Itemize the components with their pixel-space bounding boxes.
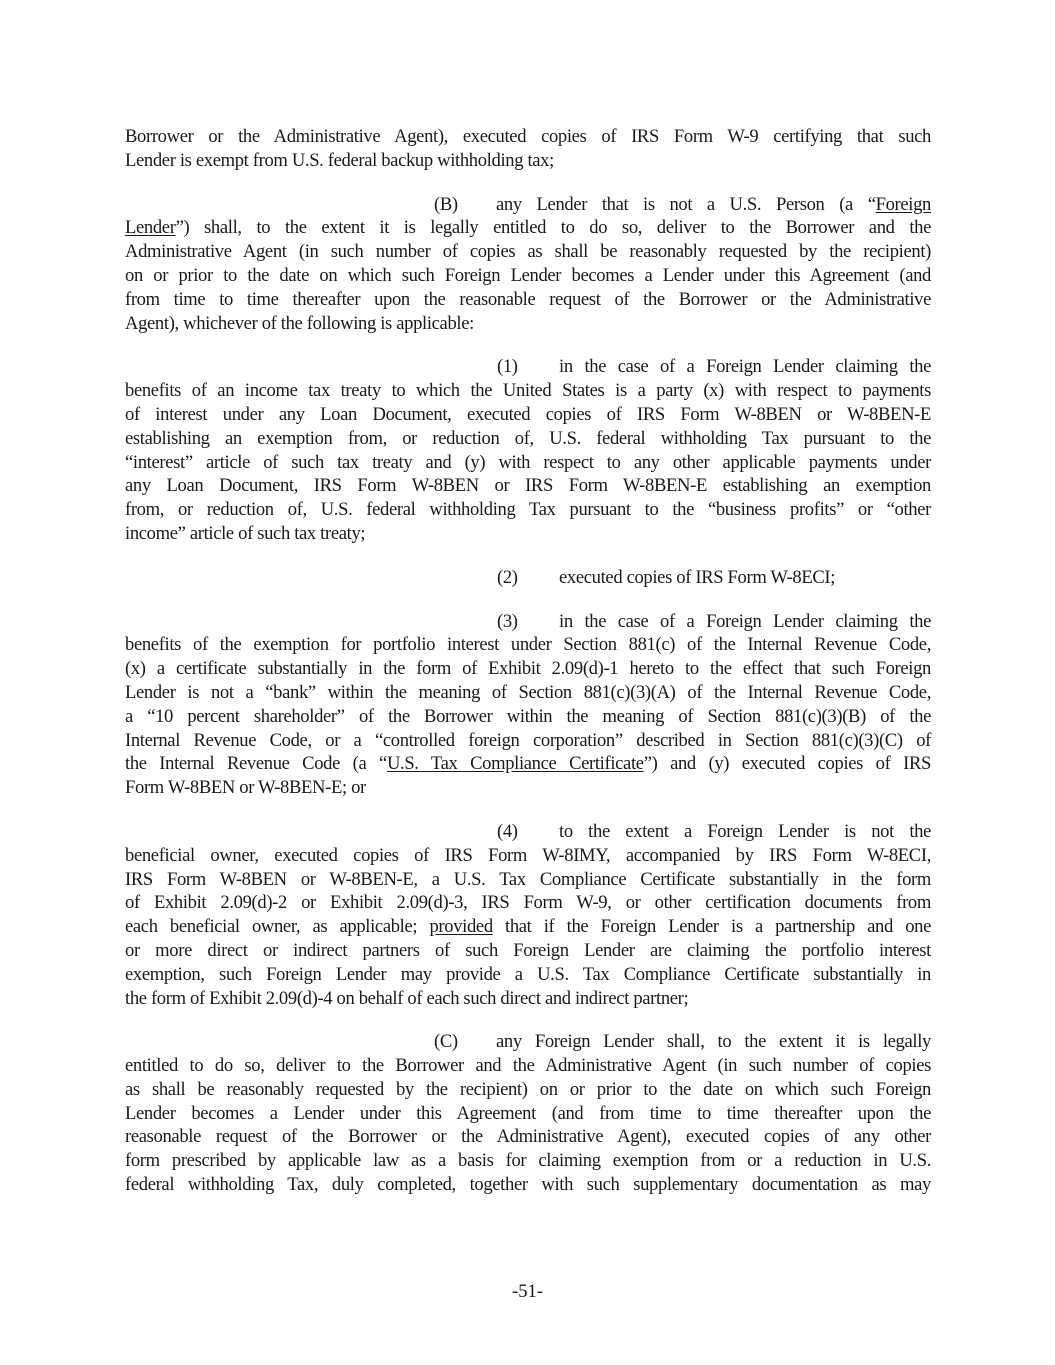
defined-term: Lender	[125, 217, 176, 239]
defined-term: U.S. Tax Compliance Certificate	[386, 753, 644, 775]
text-line: each beneficial owner, as applicable; provided that if the Foreign Lender is a partnership and one	[125, 916, 931, 938]
text-line: from time to time thereafter upon the reasonable request of the Borrower or the Administrative	[125, 288, 931, 310]
intro-paragraph	[125, 125, 931, 173]
clause-b-paragraph	[125, 193, 931, 336]
item-4-paragraph	[125, 820, 931, 1010]
text-line: beneficial owner, executed copies of IRS Form W-8IMY, accompanied by IRS Form W-8ECI,	[125, 844, 931, 866]
item-marker: (1)	[497, 356, 518, 378]
text-line: Lender”) shall, to the extent it is legally entitled to do so, deliver to the Borrower and the	[125, 217, 931, 239]
text-line: of Exhibit 2.09(d)-2 or Exhibit 2.09(d)-3, IRS Form W-9, or other certification documents from	[125, 892, 931, 914]
text-line: form prescribed by applicable law as a basis for claiming exemption from or a reduction in U.S.	[125, 1150, 931, 1172]
text-line: exemption, such Foreign Lender may provide a U.S. Tax Compliance Certificate substantially in	[125, 963, 931, 985]
item-3-paragraph	[125, 610, 931, 800]
text-line: Internal Revenue Code, or a “controlled foreign corporation” described in Section 881(c)(3)(C) of	[125, 729, 931, 751]
item-1-paragraph	[125, 355, 931, 545]
defined-term: Foreign	[875, 193, 931, 215]
text-line: Lender becomes a Lender under this Agreement (and from time to time thereafter upon the	[125, 1102, 931, 1124]
text-line: or more direct or indirect partners of such Foreign Lender are claiming the portfolio interest	[125, 939, 931, 961]
text-line: of interest under any Loan Document, executed copies of IRS Form W-8BEN or W-8BEN-E	[125, 403, 931, 425]
text-line: federal withholding Tax, duly completed, together with such supplementary documentation as may	[125, 1174, 931, 1196]
text-line: entitled to do so, deliver to the Borrower and the Administrative Agent (in such number of copies	[125, 1055, 931, 1077]
text-line: from, or reduction of, U.S. federal withholding Tax pursuant to the “business profits” or “other	[125, 499, 931, 521]
text-line: any Lender that is not a U.S. Person (a “Foreign	[496, 193, 931, 215]
clause-marker: (C)	[434, 1031, 458, 1053]
defined-term: provided	[429, 916, 493, 938]
text-line: Form W-8BEN or W-8BEN-E; or	[125, 777, 366, 799]
item-marker: (3)	[497, 610, 518, 632]
clause-c-paragraph	[125, 1030, 931, 1197]
item-marker: (2)	[497, 566, 518, 588]
text-line: any Loan Document, IRS Form W-8BEN or IRS Form W-8BEN-E establishing an exemption	[125, 475, 931, 497]
text-line: on or prior to the date on which such Foreign Lender becomes a Lender under this Agreement (and	[125, 264, 931, 286]
clause-marker: (B)	[434, 193, 458, 215]
text-line: any Foreign Lender shall, to the extent it is legally	[496, 1031, 931, 1053]
text-line: Administrative Agent (in such number of copies as shall be reasonably requested by the recipient)	[125, 241, 931, 263]
page-number: -51-	[512, 1281, 543, 1302]
text-line: as shall be reasonably requested by the recipient) on or prior to the date on which such Foreign	[125, 1078, 931, 1100]
item-2-paragraph	[125, 566, 931, 590]
text-line: the Internal Revenue Code (a “U.S. Tax Compliance Certificate”) and (y) executed copies of IRS	[125, 753, 931, 775]
text-line: Borrower or the Administrative Agent), executed copies of IRS Form W-9 certifying that such	[125, 126, 931, 147]
text-line: establishing an exemption from, or reduction of, U.S. federal withholding Tax pursuant to the	[125, 427, 931, 449]
text-line: a “10 percent shareholder” of the Borrower within the meaning of Section 881(c)(3)(B) of the	[125, 705, 931, 727]
text-line: in the case of a Foreign Lender claiming the	[559, 356, 931, 378]
item-marker: (4)	[497, 820, 518, 842]
text-line: Lender is exempt from U.S. federal backup withholding tax;	[125, 149, 554, 171]
text-line: benefits of an income tax treaty to which the United States is a party (x) with respect to payments	[125, 380, 931, 402]
text-line: the form of Exhibit 2.09(d)-4 on behalf of each such direct and indirect partner;	[125, 987, 689, 1009]
text-line: Lender is not a “bank” within the meaning of Section 881(c)(3)(A) of the Internal Revenue Code,	[125, 681, 931, 703]
text-line: to the extent a Foreign Lender is not the	[559, 820, 931, 842]
text-line: benefits of the exemption for portfolio interest under Section 881(c) of the Internal Revenue Code,	[125, 634, 931, 656]
text-line: income” article of such tax treaty;	[125, 522, 366, 544]
text-line: “interest” article of such tax treaty and (y) with respect to any other applicable payments under	[125, 451, 931, 473]
text-line: IRS Form W-8BEN or W-8BEN-E, a U.S. Tax Compliance Certificate substantially in the form	[125, 868, 931, 890]
text-line: Agent), whichever of the following is applicable:	[125, 312, 474, 334]
text-line: executed copies of IRS Form W-8ECI;	[559, 566, 836, 588]
document-page	[125, 125, 931, 1197]
text-line: in the case of a Foreign Lender claiming the	[559, 610, 931, 632]
text-line: (x) a certificate substantially in the form of Exhibit 2.09(d)-1 hereto to the effect that such Foreign	[125, 658, 931, 680]
text-line: reasonable request of the Borrower or the Administrative Agent), executed copies of any other	[125, 1126, 931, 1148]
